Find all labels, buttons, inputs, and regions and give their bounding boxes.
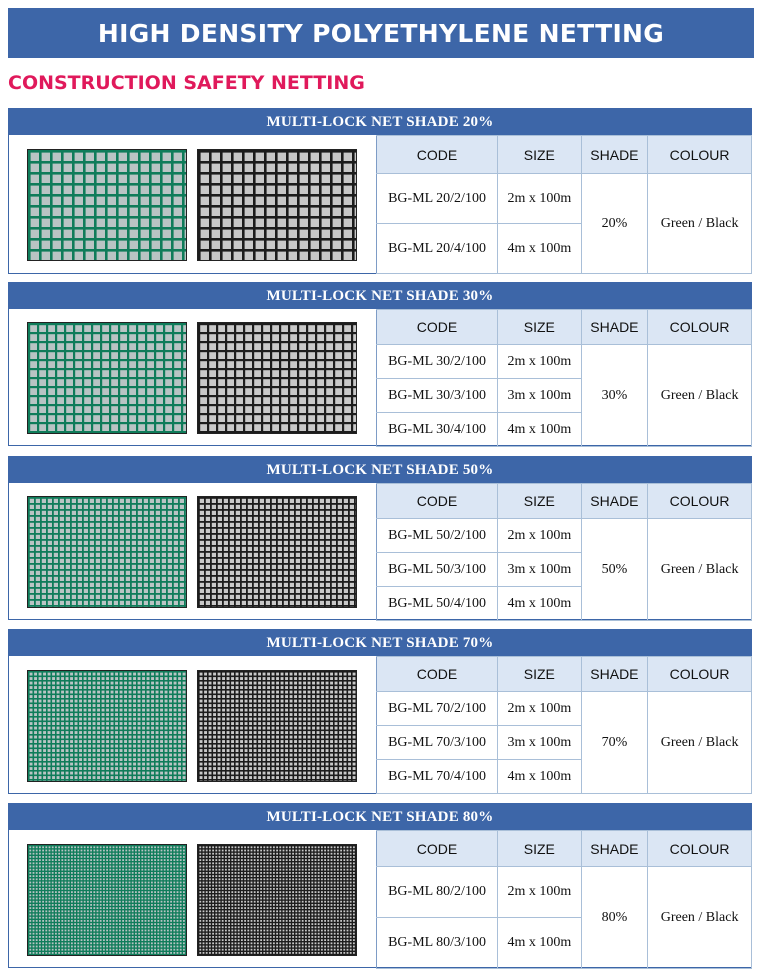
column-header-code: CODE <box>377 310 498 345</box>
column-header-shade: SHADE <box>581 484 648 519</box>
section-title: MULTI-LOCK NET SHADE 50% <box>9 457 751 483</box>
product-size: 3m x 100m <box>498 379 582 413</box>
green-net-swatch <box>27 844 187 956</box>
colour-value: Green / Black <box>648 692 752 794</box>
column-header-colour: COLOUR <box>648 136 752 174</box>
table-row <box>377 519 752 553</box>
product-code: BG-ML 50/3/100 <box>377 553 498 587</box>
column-header-shade: SHADE <box>581 657 648 692</box>
column-header-code: CODE <box>377 484 498 519</box>
column-header-colour: COLOUR <box>648 310 752 345</box>
section-body <box>9 656 751 795</box>
product-size: 2m x 100m <box>498 174 582 224</box>
product-code: BG-ML 30/2/100 <box>377 345 498 379</box>
column-header-size: SIZE <box>498 657 582 692</box>
green-net-swatch <box>27 496 187 608</box>
section-title: MULTI-LOCK NET SHADE 70% <box>9 630 751 656</box>
product-section <box>8 456 752 620</box>
section-title: MULTI-LOCK NET SHADE 20% <box>9 109 751 135</box>
column-header-shade: SHADE <box>581 136 648 174</box>
product-size: 4m x 100m <box>498 918 582 969</box>
shade-value: 70% <box>581 692 648 794</box>
section-title: MULTI-LOCK NET SHADE 30% <box>9 283 751 309</box>
black-net-swatch <box>197 670 357 782</box>
shade-value: 80% <box>581 867 648 969</box>
product-size: 3m x 100m <box>498 553 582 587</box>
section-body <box>9 135 751 275</box>
colour-value: Green / Black <box>648 174 752 274</box>
shade-value: 30% <box>581 345 648 447</box>
product-code: BG-ML 20/4/100 <box>377 224 498 274</box>
column-header-code: CODE <box>377 831 498 867</box>
black-net-swatch <box>197 322 357 434</box>
column-header-code: CODE <box>377 657 498 692</box>
product-code: BG-ML 80/3/100 <box>377 918 498 969</box>
colour-value: Green / Black <box>648 867 752 969</box>
column-header-size: SIZE <box>498 310 582 345</box>
green-net-swatch <box>27 149 187 261</box>
product-section <box>8 108 752 274</box>
green-net-swatch <box>27 670 187 782</box>
product-code: BG-ML 80/2/100 <box>377 867 498 918</box>
column-header-code: CODE <box>377 136 498 174</box>
product-size: 2m x 100m <box>498 345 582 379</box>
product-code: BG-ML 70/4/100 <box>377 760 498 794</box>
green-net-swatch <box>27 322 187 434</box>
column-header-size: SIZE <box>498 484 582 519</box>
product-section <box>8 803 752 968</box>
table-header-row <box>377 310 752 345</box>
product-size: 4m x 100m <box>498 413 582 447</box>
product-size: 4m x 100m <box>498 224 582 274</box>
page-header <box>8 8 754 58</box>
product-code: BG-ML 30/3/100 <box>377 379 498 413</box>
table-header-row <box>377 831 752 867</box>
column-header-colour: COLOUR <box>648 484 752 519</box>
section-subtitle: CONSTRUCTION SAFETY NETTING <box>8 72 365 94</box>
table-row <box>377 867 752 918</box>
section-title: MULTI-LOCK NET SHADE 80% <box>9 804 751 830</box>
table-header-row <box>377 657 752 692</box>
product-code: BG-ML 30/4/100 <box>377 413 498 447</box>
column-header-shade: SHADE <box>581 831 648 867</box>
shade-value: 20% <box>581 174 648 274</box>
product-section <box>8 282 752 446</box>
product-size: 4m x 100m <box>498 760 582 794</box>
product-code: BG-ML 70/2/100 <box>377 692 498 726</box>
product-size: 3m x 100m <box>498 726 582 760</box>
product-code: BG-ML 20/2/100 <box>377 174 498 224</box>
spec-table <box>376 656 752 794</box>
column-header-shade: SHADE <box>581 310 648 345</box>
spec-table <box>376 135 752 274</box>
spec-table <box>376 830 752 969</box>
section-body <box>9 483 751 621</box>
product-code: BG-ML 50/2/100 <box>377 519 498 553</box>
product-size: 2m x 100m <box>498 519 582 553</box>
column-header-size: SIZE <box>498 831 582 867</box>
product-size: 2m x 100m <box>498 692 582 726</box>
colour-value: Green / Black <box>648 519 752 621</box>
product-section <box>8 629 752 794</box>
column-header-colour: COLOUR <box>648 831 752 867</box>
product-code: BG-ML 70/3/100 <box>377 726 498 760</box>
table-row <box>377 345 752 379</box>
table-header-row <box>377 484 752 519</box>
colour-value: Green / Black <box>648 345 752 447</box>
page-title: HIGH DENSITY POLYETHYLENE NETTING <box>97 18 665 48</box>
black-net-swatch <box>197 844 357 956</box>
column-header-colour: COLOUR <box>648 657 752 692</box>
table-row <box>377 692 752 726</box>
product-size: 2m x 100m <box>498 867 582 918</box>
section-body <box>9 830 751 969</box>
table-row <box>377 174 752 224</box>
black-net-swatch <box>197 149 357 261</box>
shade-value: 50% <box>581 519 648 621</box>
product-code: BG-ML 50/4/100 <box>377 587 498 621</box>
product-size: 4m x 100m <box>498 587 582 621</box>
table-header-row <box>377 136 752 174</box>
spec-table <box>376 309 752 447</box>
column-header-size: SIZE <box>498 136 582 174</box>
black-net-swatch <box>197 496 357 608</box>
spec-table <box>376 483 752 621</box>
section-body <box>9 309 751 447</box>
